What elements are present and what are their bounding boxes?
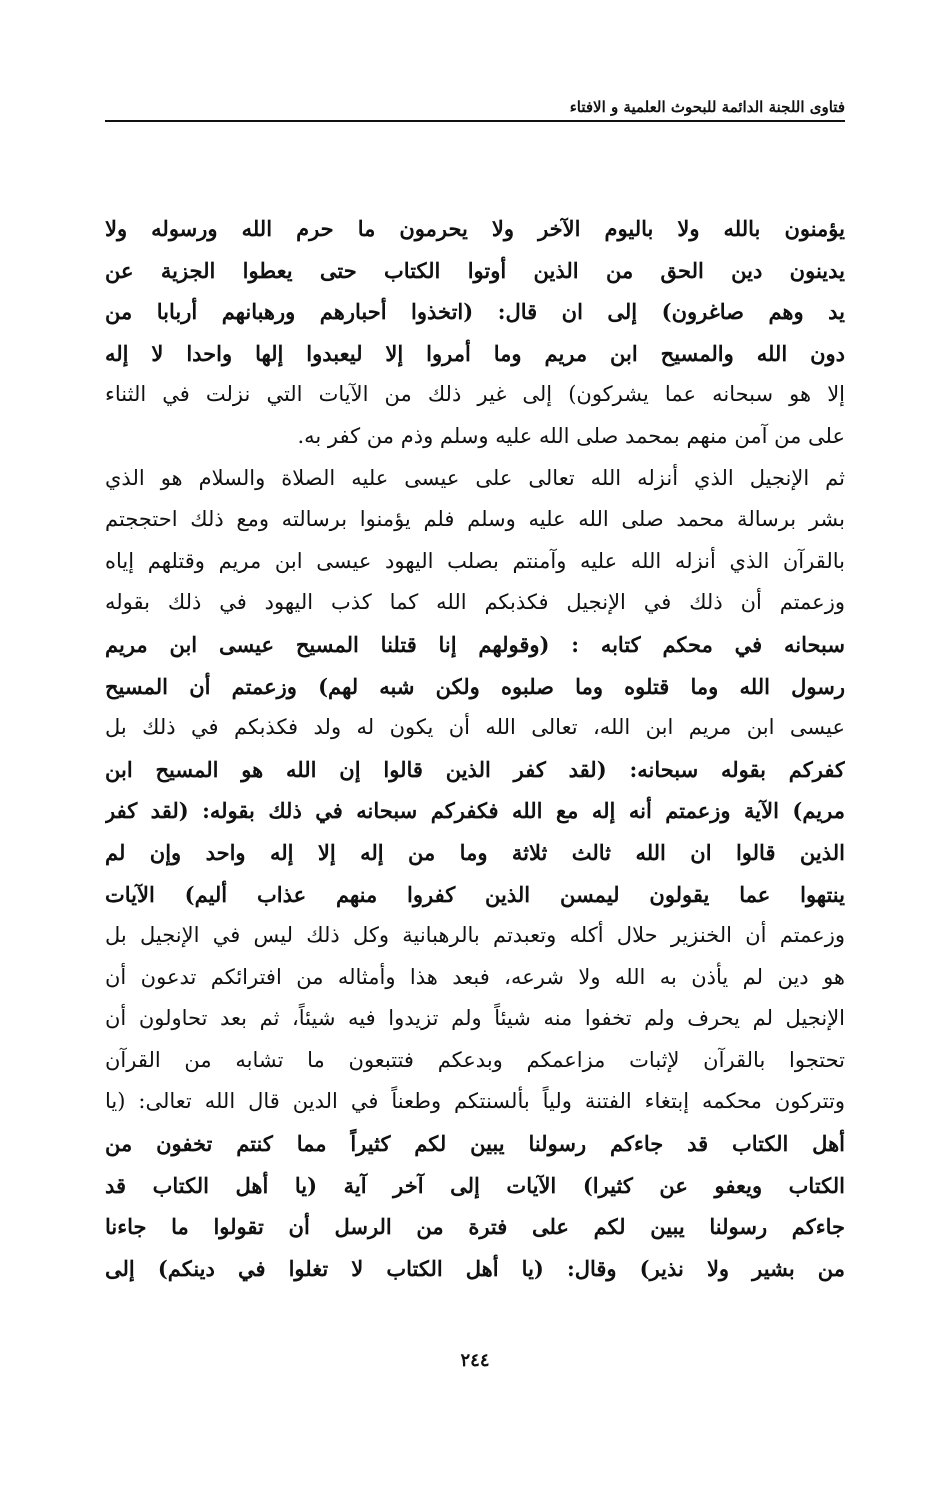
page-number: ٢٤٤ <box>460 1350 490 1371</box>
text-line: سبحانه في محكم كتابه : (وقولهم إنا قتلنا المسيح عيسى ابن مريم <box>105 631 845 657</box>
text-line: إلا هو سبحانه عما يشركون) إلى غير ذلك من الآيات التي نزلت في الثناء <box>105 382 845 407</box>
text-line: وزعمتم أن الخنزير حلال أكله وتعبدتم بالرهبانية وكل ذلك ليس في الإنجيل بل <box>105 923 845 948</box>
text-line: رسول الله وما قتلوه وما صلبوه ولكن شبه لهم) وزعمتم أن المسيح <box>105 673 845 699</box>
text-line: وتتركون محكمه إبتغاء الفتنة ولياً بألسنتكم وطعناً في الدين قال الله تعالى: (يا <box>105 1089 845 1114</box>
text-line: يدينون دين الحق من الذين أوتوا الكتاب حتى يعطوا الجزية عن <box>105 257 845 283</box>
text-line: على من آمن منهم بمحمد صلى الله عليه وسلم وذم من كفر به. <box>297 423 845 448</box>
text-line: بشر برسالة محمد صلى الله عليه وسلم فلم يؤمنوا برسالته ومع ذلك احتججتم <box>105 507 845 532</box>
text-line: دون الله والمسيح ابن مريم وما أمروا إلا ليعبدوا إلها واحدا لا إله <box>105 340 845 366</box>
text-line: وزعمتم أن ذلك في الإنجيل فكذبكم الله كما كذب اليهود في ذلك بقوله <box>105 590 845 615</box>
text-line: من بشير ولا نذير) وقال: (يا أهل الكتاب لا تغلوا في دينكم) إلى <box>105 1255 845 1281</box>
text-line: يؤمنون بالله ولا باليوم الآخر ولا يحرمون ما حرم الله ورسوله ولا <box>105 216 845 241</box>
text-line: جاءكم رسولنا يبين لكم على فترة من الرسل أن تقولوا ما جاءنا <box>105 1214 845 1240</box>
text-line: مريم) الآية وزعمتم أنه إله مع الله فكفركم سبحانه في ذلك بقوله: (لقد كفر <box>105 798 845 824</box>
body-text <box>105 208 845 1289</box>
running-header-title: فتاوى اللجنة الدائمة للبحوث العلمية و الافتاء <box>564 98 845 116</box>
text-line: أهل الكتاب قد جاءكم رسولنا يبين لكم كثيراً مما كنتم تخفون من <box>105 1131 845 1157</box>
text-line: عيسى ابن مريم ابن الله، تعالى الله أن يكون له ولد فكذبكم في ذلك بل <box>105 715 845 740</box>
text-line: يد وهم صاغرون) إلى ان قال: (اتخذوا أحبارهم ورهبانهم أربابا من <box>105 299 845 325</box>
text-line: ينتهوا عما يقولون ليمسن الذين كفروا منهم عذاب أليم) الآيات <box>105 881 845 907</box>
text-line: الذين قالوا ان الله ثالث ثلاثة وما من إله إلا إله واحد وإن لم <box>105 839 845 865</box>
running-header <box>105 92 845 122</box>
text-line: ثم الإنجيل الذي أنزله الله تعالى على عيسى عليه الصلاة والسلام هو الذي <box>105 465 845 490</box>
text-line: هو دين لم يأذن به الله ولا شرعه، فبعد هذا وأمثاله من افترائكم تدعون أن <box>105 964 845 989</box>
text-line: الكتاب ويعفو عن كثيرا) الآيات إلى آخر آية (يا أهل الكتاب قد <box>105 1172 845 1198</box>
text-line: الإنجيل لم يحرف ولم تخفوا منه شيئاً ولم تزيدوا فيه شيئاً، ثم بعد تحاولون أن <box>105 1006 845 1031</box>
text-line: كفركم بقوله سبحانه: (لقد كفر الذين قالوا إن الله هو المسيح ابن <box>105 756 845 782</box>
text-line: بالقرآن الذي أنزله الله عليه وآمنتم بصلب اليهود عيسى ابن مريم وقتلهم إياه <box>105 548 845 573</box>
text-line: تحتجوا بالقرآن لإثبات مزاعمكم وبدعكم فتتبعون ما تشابه من القرآن <box>105 1047 845 1072</box>
